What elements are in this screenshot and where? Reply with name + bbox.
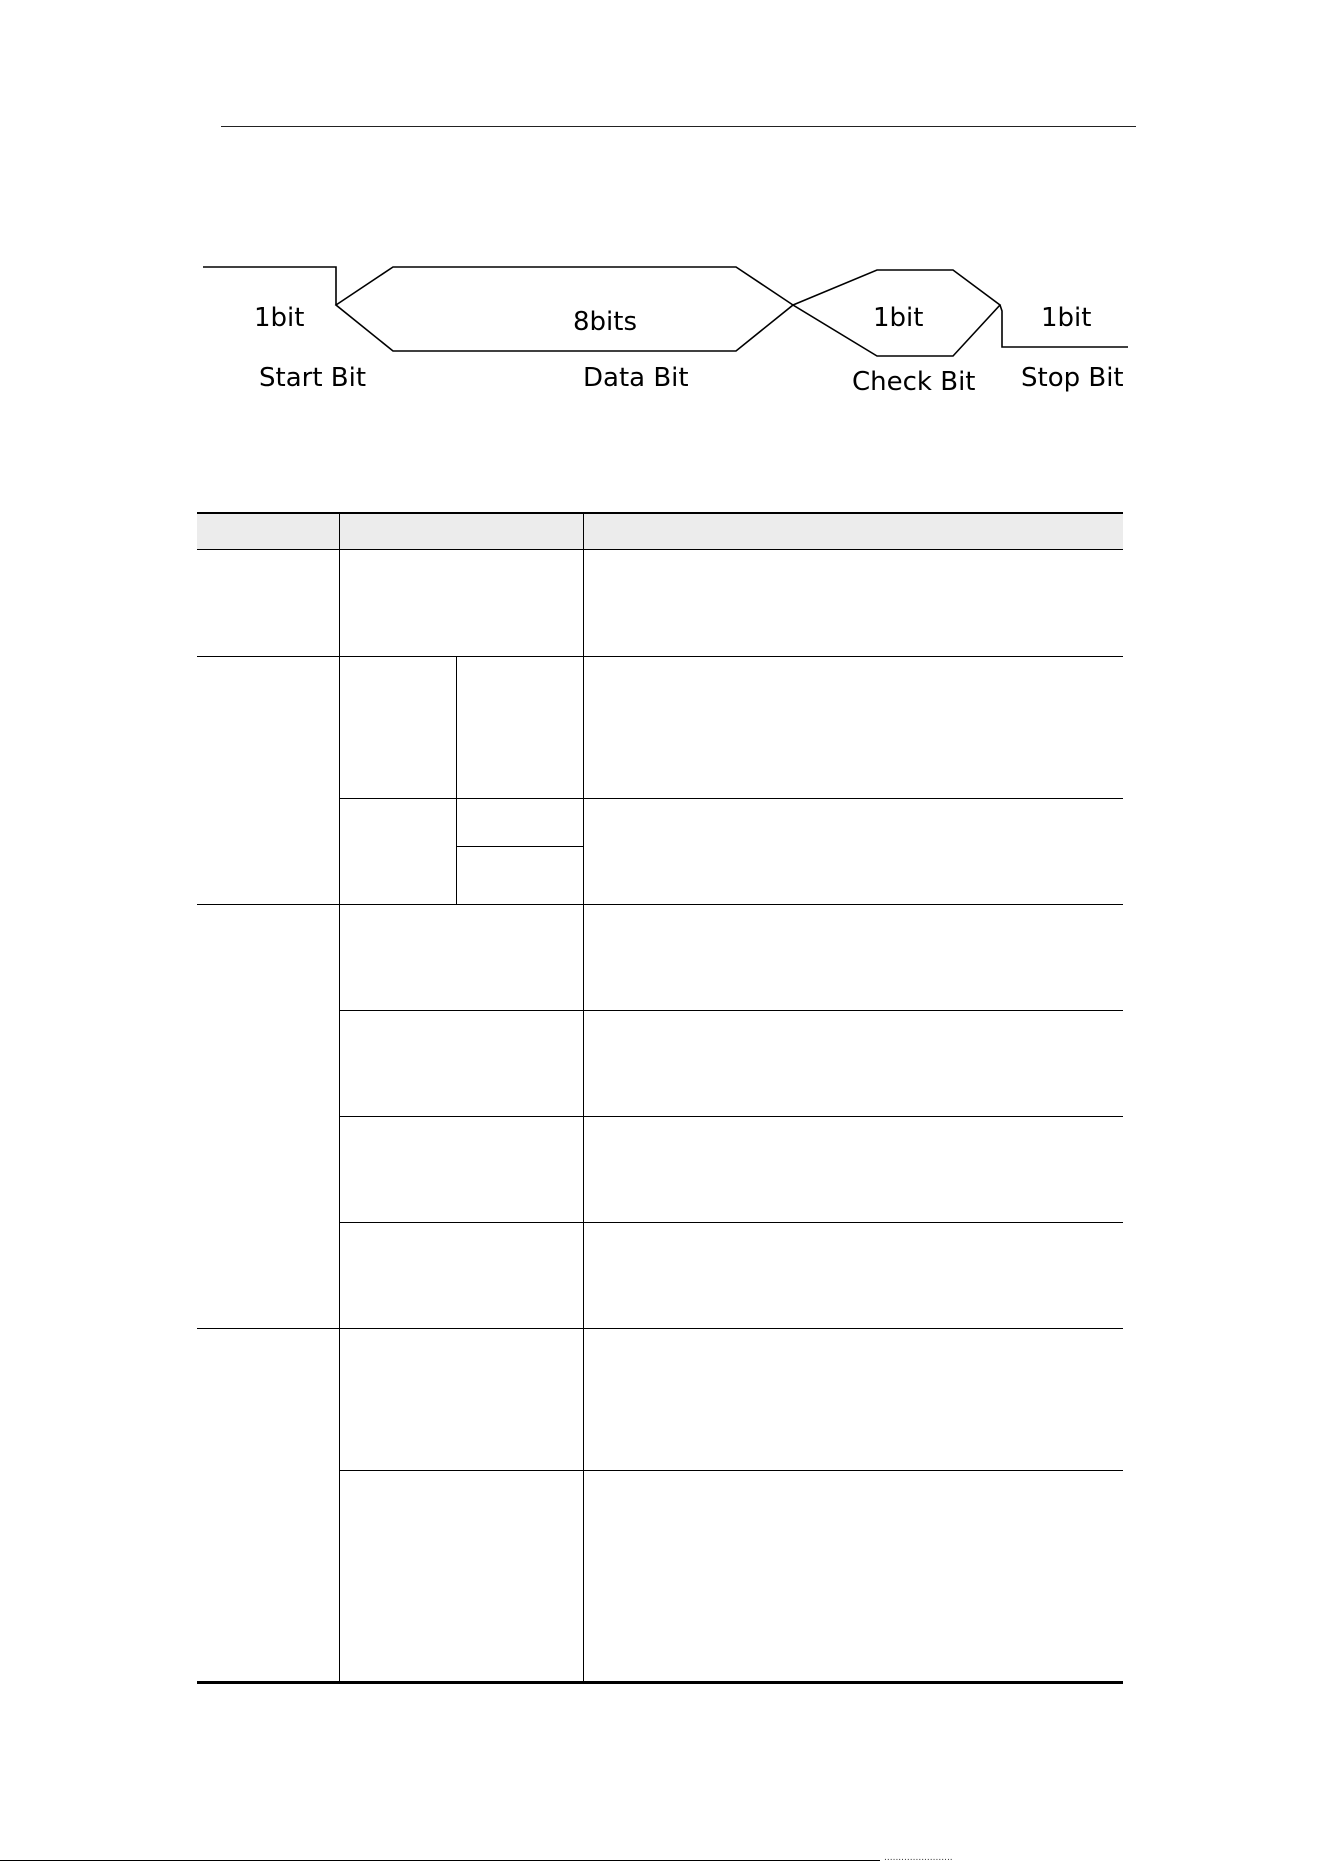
check-bit-label: Check Bit xyxy=(852,367,976,397)
table-header-cell xyxy=(197,513,339,549)
table-row-divider xyxy=(197,1328,1123,1329)
table-header-cell xyxy=(584,513,1123,549)
start-bit-label: Start Bit xyxy=(259,363,367,393)
stop-bit-width: 1bit xyxy=(1041,303,1092,333)
data-bit-width: 8bits xyxy=(573,307,638,337)
uart-timing-diagram xyxy=(0,0,1324,440)
start-bit-width: 1bit xyxy=(254,303,305,333)
table-row-divider xyxy=(197,656,1123,657)
start-bit-edge xyxy=(203,267,336,305)
table-header-divider xyxy=(197,549,1123,550)
check-bit-width: 1bit xyxy=(873,303,924,333)
table-row-divider xyxy=(197,904,1123,905)
data-bit-label: Data Bit xyxy=(583,363,689,393)
table-row-divider xyxy=(340,798,1123,799)
timing-waveform xyxy=(203,267,1128,356)
table-row-divider xyxy=(456,846,583,847)
table-row-divider xyxy=(340,1222,1123,1223)
data-bit-envelope xyxy=(336,267,793,351)
footer-rule xyxy=(0,1860,880,1861)
stop-bit-label: Stop Bit xyxy=(1021,363,1124,393)
table-column-divider xyxy=(339,513,340,1681)
table-row-divider xyxy=(340,1116,1123,1117)
table-header-cell xyxy=(340,513,583,549)
table-border-bottom xyxy=(197,1681,1123,1684)
footer-text: ........................ xyxy=(884,1853,953,1863)
table-border-top xyxy=(197,512,1123,514)
table-row-divider xyxy=(340,1470,1123,1471)
table-subcolumn-divider xyxy=(456,656,457,904)
table-row-divider xyxy=(340,1010,1123,1011)
table-column-divider xyxy=(583,513,584,1681)
